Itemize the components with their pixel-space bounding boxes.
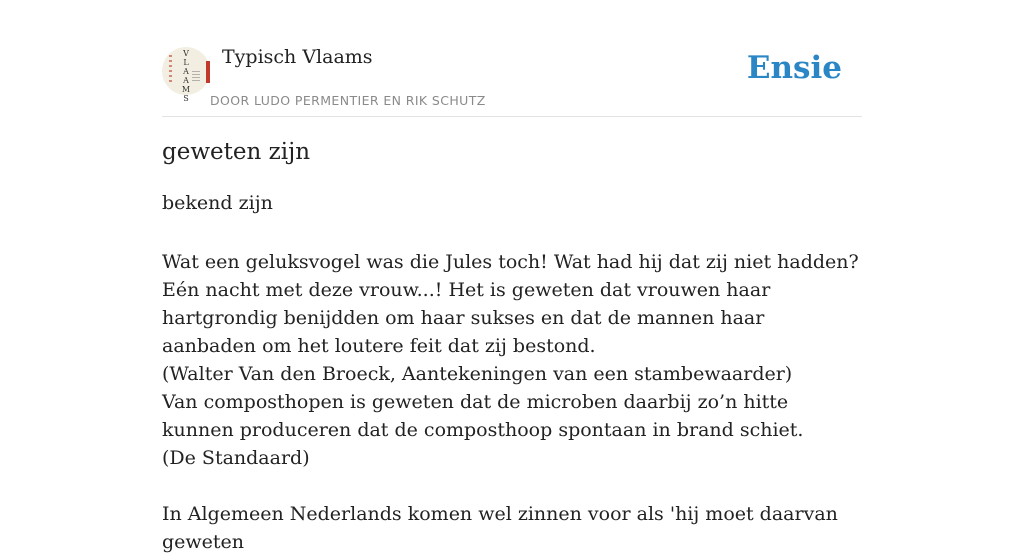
ensie-brand-link[interactable]: Ensie (746, 50, 842, 86)
entry-body (162, 248, 862, 556)
explanation-paragraph: In Algemeen Nederlands komen wel zinnen voor als 'hij moet daarvan geweten (162, 503, 838, 553)
paragraph-spacer (162, 472, 862, 500)
logo-text-lines-icon (192, 71, 200, 81)
entry-title: geweten zijn (162, 139, 311, 165)
logo-letters: V L A A M S (181, 49, 191, 103)
site-title-link[interactable]: Typisch Vlaams (222, 46, 373, 68)
entry-definition: bekend zijn (162, 192, 273, 214)
page-container (162, 0, 862, 553)
logo-decoration-icon (169, 55, 172, 85)
site-logo[interactable] (162, 47, 210, 103)
logo-bookmark-icon (206, 61, 210, 83)
source-citation: (Walter Van den Broeck, Aantekeningen van een stambewaarder) (162, 363, 793, 385)
source-citation: (De Standaard) (162, 447, 310, 469)
example-paragraph: Van composthopen is geweten dat de microben daarbij zo’n hitte kunnen produceren dat de composthoop spontaan in brand schiet. (162, 391, 804, 441)
authors-byline: DOOR LUDO PERMENTIER EN RIK SCHUTZ (210, 93, 486, 108)
example-paragraph: Wat een geluksvogel was die Jules toch! Wat had hij dat zij niet hadden? Eén nacht met deze vrouw...! Het is geweten dat vrouwen haar hartgrondig benijdden om haar sukses en dat de mannen haar aanbaden om het loutere feit dat zij bestond. (162, 251, 859, 357)
site-header (162, 0, 862, 117)
